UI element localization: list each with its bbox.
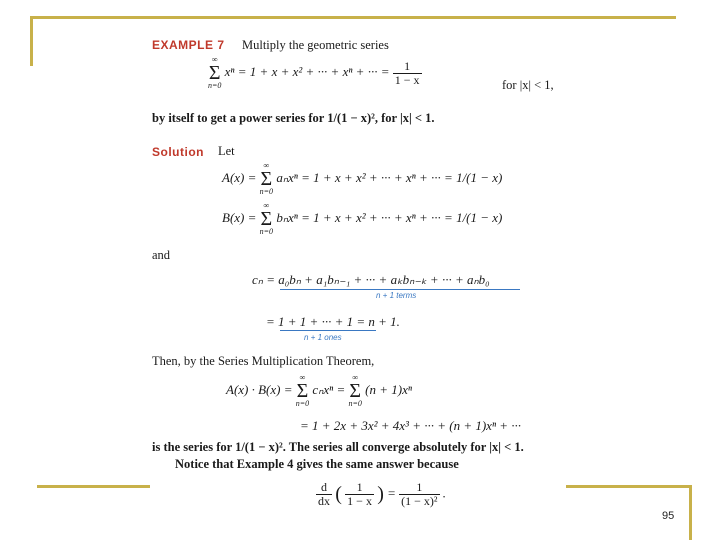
derivative-result-fraction: $\frac{1}{\text{(1 − x)²}}$: [401, 480, 438, 508]
geometric-series-line: [208, 56, 422, 90]
b-rhs: bₙxⁿ = 1 + x + x² + ··· + xⁿ + ··· = 1/(1 − x): [276, 209, 503, 225]
sigma-symbol: ∞ Σ n=0: [295, 373, 310, 408]
b-series-line: [222, 202, 502, 236]
sigma-symbol: ∞ Σ n=0: [208, 55, 222, 90]
product-lhs: A(x) · B(x) =: [226, 381, 293, 397]
b-lhs: B(x) =: [222, 209, 257, 225]
cn-note: n + 1 terms: [376, 291, 417, 300]
ones-line: = 1 + 1 + ··· + 1 = n + 1.: [266, 314, 400, 329]
example-intro: Multiply the geometric series: [242, 38, 389, 52]
a-series-line: [222, 162, 502, 196]
conclusion-text: is the series for 1/(1 − x)². The series all converge absolutely for |x| < 1.: [152, 440, 524, 454]
sigma-symbol: ∞ Σ n=0: [259, 161, 274, 196]
series-condition: for |x| < 1,: [502, 78, 554, 92]
ones-note: n + 1 ones: [304, 333, 342, 342]
and-text: and: [152, 248, 171, 262]
frame-bottom-right-border: [566, 485, 692, 488]
a-lhs: A(x) =: [222, 169, 257, 185]
derivative-period: .: [442, 485, 447, 501]
derivative-equals: =: [387, 485, 396, 501]
derivative-inner-fraction: $\frac{1}{1 - x}$: [347, 480, 372, 508]
notice-text: Notice that Example 4 gives the same answer because: [175, 457, 459, 471]
solution-label: Solution: [152, 145, 204, 159]
product-line: [226, 374, 412, 408]
a-rhs: aₙxⁿ = 1 + x + x² + ··· + xⁿ + ··· = 1/(1 − x): [276, 169, 503, 185]
frame-right-border: [689, 485, 692, 540]
frame-bottom-left-border: [37, 485, 150, 488]
cn-underbrace: [280, 289, 520, 290]
product-mid: cₙxⁿ =: [312, 381, 346, 397]
product-rhs: (n + 1)xⁿ: [365, 381, 412, 397]
frame-top-border: [30, 16, 676, 19]
frame-left-border: [30, 16, 33, 66]
ones-underbrace: [280, 330, 376, 331]
example-task: by itself to get a power series for 1/(1 − x)², for |x| < 1.: [152, 111, 435, 125]
series-fraction: $\frac{1}{1 - x}$: [394, 58, 420, 87]
page-number: 95: [662, 510, 675, 522]
product-line-2: = 1 + 2x + 3x² + 4x³ + ··· + (n + 1)xⁿ + ···: [300, 418, 522, 433]
sigma-symbol: ∞ Σ n=0: [259, 201, 274, 236]
solution-let: Let: [218, 144, 235, 158]
example-label: EXAMPLE 7: [152, 38, 225, 52]
series-equation: xⁿ = 1 + x + x² + ··· + xⁿ + ··· =: [224, 63, 390, 79]
cn-line: cₙ = a₀bₙ + a₁bₙ₋₁ + ··· + aₖbₙ₋ₖ + ··· + aₙb₀: [252, 272, 490, 287]
then-text: Then, by the Series Multiplication Theorem,: [152, 354, 375, 368]
sigma-symbol: ∞ Σ n=0: [348, 373, 362, 408]
derivative-operator: $\frac{d}{dx}$: [318, 480, 330, 508]
derivative-equation: $\frac{d}{dx}$ ( $\frac{1}{1 - x}$ ) = $\frac{1}{\text{(1 − x)²}}$ .: [318, 480, 447, 508]
